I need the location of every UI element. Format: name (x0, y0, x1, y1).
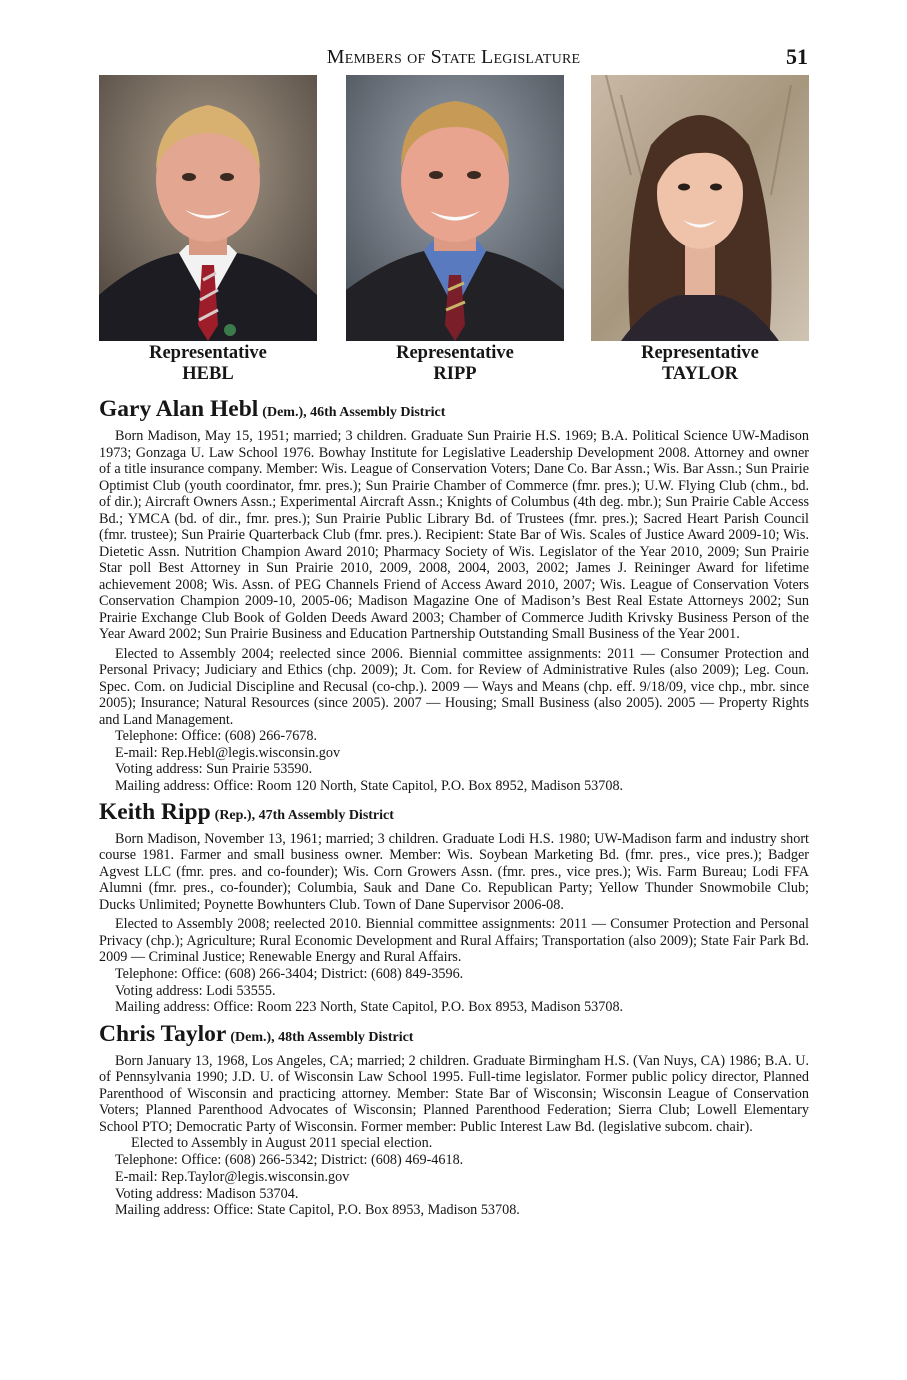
member-mailing-address: Mailing address: Office: Room 120 North, State Capitol, P.O. Box 8952, Madison 53708. (115, 778, 624, 795)
portrait-taylor (591, 75, 809, 341)
portrait-photo-ripp (346, 75, 564, 341)
member-affiliation: (Dem.), 46th Assembly District (262, 405, 446, 420)
portrait-photo-hebl (99, 75, 317, 341)
member-assignments: Elected to Assembly 2008; reelected 2010. Biennial committee assignments: 2011 — Consumer Protection and Personal Privacy (chp.); Agriculture; Rural Economic Development and Rural Affairs; Transportation (also 2009); State Fair Park Bd. 2009 — Criminal Justice; Renewable Energy and Rural Affairs. (99, 916, 809, 966)
member-biography: Born January 13, 1968, Los Angeles, CA; married; 2 children. Graduate Birmingham H.S. (Van Nuys, CA) 1986; B.A. U. of Pennsylvania 1990; J.D. U. of Wisconsin Law School 1995. Full-time legislator. Former public policy director, Planned Parenthood of Wisconsin and practicing attorney. Member: State Bar of Wisconsin; Wisconsin League of Conservation Voters; Planned Parenthood Advocates of Wisconsin; Planned Parenthood Federation; Sierra Club; Lowell Elementary School PTO; Democratic Party of Wisconsin. Former member: Public Interest Law Bd. (legislative subcom. chair). (99, 1052, 809, 1135)
running-title: Members of State Legislature (326, 46, 581, 68)
member-name: Chris Taylor (99, 1020, 227, 1047)
member-affiliation: (Rep.), 47th Assembly District (214, 807, 394, 823)
member-biography: Born Madison, May 15, 1951; married; 3 children. Graduate Sun Prairie H.S. 1969; B.A. Political Science UW-Madison 1973; Gonzaga U. Law School 1976. Bowhay Institute for Legislative Leadership Development 2008. Attorney and owner of a title insurance company. Member: Wis. League of Conservation Voters; Dane Co. Bar Assn.; Wis. Bar Assn.; Sun Prairie Optimist Club (youth coordinator, fmr. pres.); Sun Prairie Chamber of Commerce (fmr. pres.); U.W. Flying Club (chm., bd. of dir.); Aircraft Owners Assn.; Experimental Aircraft Assn.; Knights of Columbus (4th deg. mbr.); Sun Prairie Cable Access Bd.; YMCA (bd. of dir., fmr. pres.); Sun Prairie Public Library Bd. of Trustees (fmr. pres.); Sacred Heart Parish Council (fmr. trustee); Sun Prairie Quarterback Club (fmr. pres.). Recipient: State Bar of Wis. Scales of Justice Award 2009-10; Wis. Dietetic Assn. Nutrition Champion Award 2010; Pharmacy Society of Wis. Legislator of the Year 2010, 2009; Sun Prairie Star poll Best Attorney in Sun Prairie 2010, 2009, 2008, 2004, 2003, 2002; James J. Reininger Award for lifetime achievement 2008; Wis. Assn. of PEG Channels Friend of Access Award 2010, 2007; Wis. League of Conservation Voters Conservation Champion 2009-10, 2005-06; Madison Magazine One of Madison’s Best Real Estate Attorneys 2002; Sun Prairie Exchange Club Book of Golden Deeds Award 2003; Chamber of Commerce Judith Krivsky Business Person of the Year Award 2002; Sun Prairie Business and Education Partnership Outstanding Small Business of the Year 2001. (99, 428, 809, 642)
caption-title: Representative (396, 343, 514, 363)
member-telephone: Telephone: Office: (608) 266-7678. (115, 728, 318, 744)
caption-surname: TAYLOR (661, 364, 739, 384)
member-email: E-mail: Rep.Hebl@legis.wisconsin.gov (115, 744, 341, 761)
member-assignments: Elected to Assembly 2004; reelected since 2006. Biennial committee assignments: 2011 — Consumer Protection and Personal Privacy; Judiciary and Ethics (chp. 2009); Jt. Com. for Review of Administrative Rules (also 2009); Leg. Coun. Spec. Com. on Judicial Discipline and Recusal (co-chp.). 2009 — Ways and Means (chp. eff. 9/18/09, vice chp., mbr. since 2005); Insurance; Natural Resources (since 2005). 2007 — Housing; Small Business (also 2005). 2005 — Property Rights and Land Management. (99, 645, 809, 728)
portrait-hebl (99, 75, 317, 341)
member-entries (99, 394, 809, 1219)
member-entry-taylor (99, 1019, 809, 1219)
member-affiliation: (Dem.), 48th Assembly District (230, 1029, 414, 1045)
member-telephone: Telephone: Office: (608) 266-3404; District: (608) 849-3596. (115, 965, 464, 982)
member-entry-hebl (99, 394, 809, 795)
portrait-ripp (346, 75, 564, 341)
member-voting-address: Voting address: Madison 53704. (115, 1185, 299, 1202)
portrait-caption-hebl (99, 343, 317, 385)
member-heading (99, 1019, 809, 1053)
running-head (0, 44, 907, 72)
caption-surname: RIPP (433, 364, 477, 384)
member-heading (99, 797, 809, 831)
member-assignments: Elected to Assembly in August 2011 special election. (131, 1135, 433, 1152)
member-name: Keith Ripp (99, 798, 211, 825)
portrait-caption-ripp (346, 343, 564, 385)
member-voting-address: Voting address: Lodi 53555. (115, 982, 276, 999)
member-heading (99, 394, 809, 428)
member-telephone: Telephone: Office: (608) 266-5342; District: (608) 469-4618. (115, 1152, 464, 1169)
member-voting-address: Voting address: Sun Prairie 53590. (115, 761, 313, 778)
member-name: Gary Alan Hebl (99, 396, 259, 422)
portrait-photo-taylor (591, 75, 809, 341)
page-number: 51 (786, 44, 808, 69)
caption-surname: HEBL (182, 364, 234, 384)
member-mailing-address: Mailing address: Office: State Capitol, P.O. Box 8953, Madison 53708. (115, 1202, 520, 1219)
caption-title: Representative (149, 343, 267, 363)
member-email: E-mail: Rep.Taylor@legis.wisconsin.gov (115, 1168, 350, 1185)
portrait-caption-taylor (591, 343, 809, 385)
member-mailing-address: Mailing address: Office: Room 223 North, State Capitol, P.O. Box 8953, Madison 53708. (115, 999, 624, 1016)
member-biography: Born Madison, November 13, 1961; married; 3 children. Graduate Lodi H.S. 1980; UW-Madison farm and industry short course 1981. Farmer and small business owner. Member: Wis. Soybean Marketing Bd. (fmr. pres., vice pres.); Badger Agvest LLC (fmr. pres. and co-founder); Wis. Corn Growers Assn. (fmr. pres., vice pres.); Wis. Farm Bureau; Lodi FFA Alumni (fmr. pres., co-founder); Columbia, Sauk and Dane Co. Republican Party; Yellow Thunder Snowmobile Club; Ducks Unlimited; Poynette Bowhunters Club. Town of Dane Supervisor 2006-08. (99, 830, 809, 913)
caption-title: Representative (641, 343, 759, 363)
member-entry-ripp (99, 797, 809, 1016)
